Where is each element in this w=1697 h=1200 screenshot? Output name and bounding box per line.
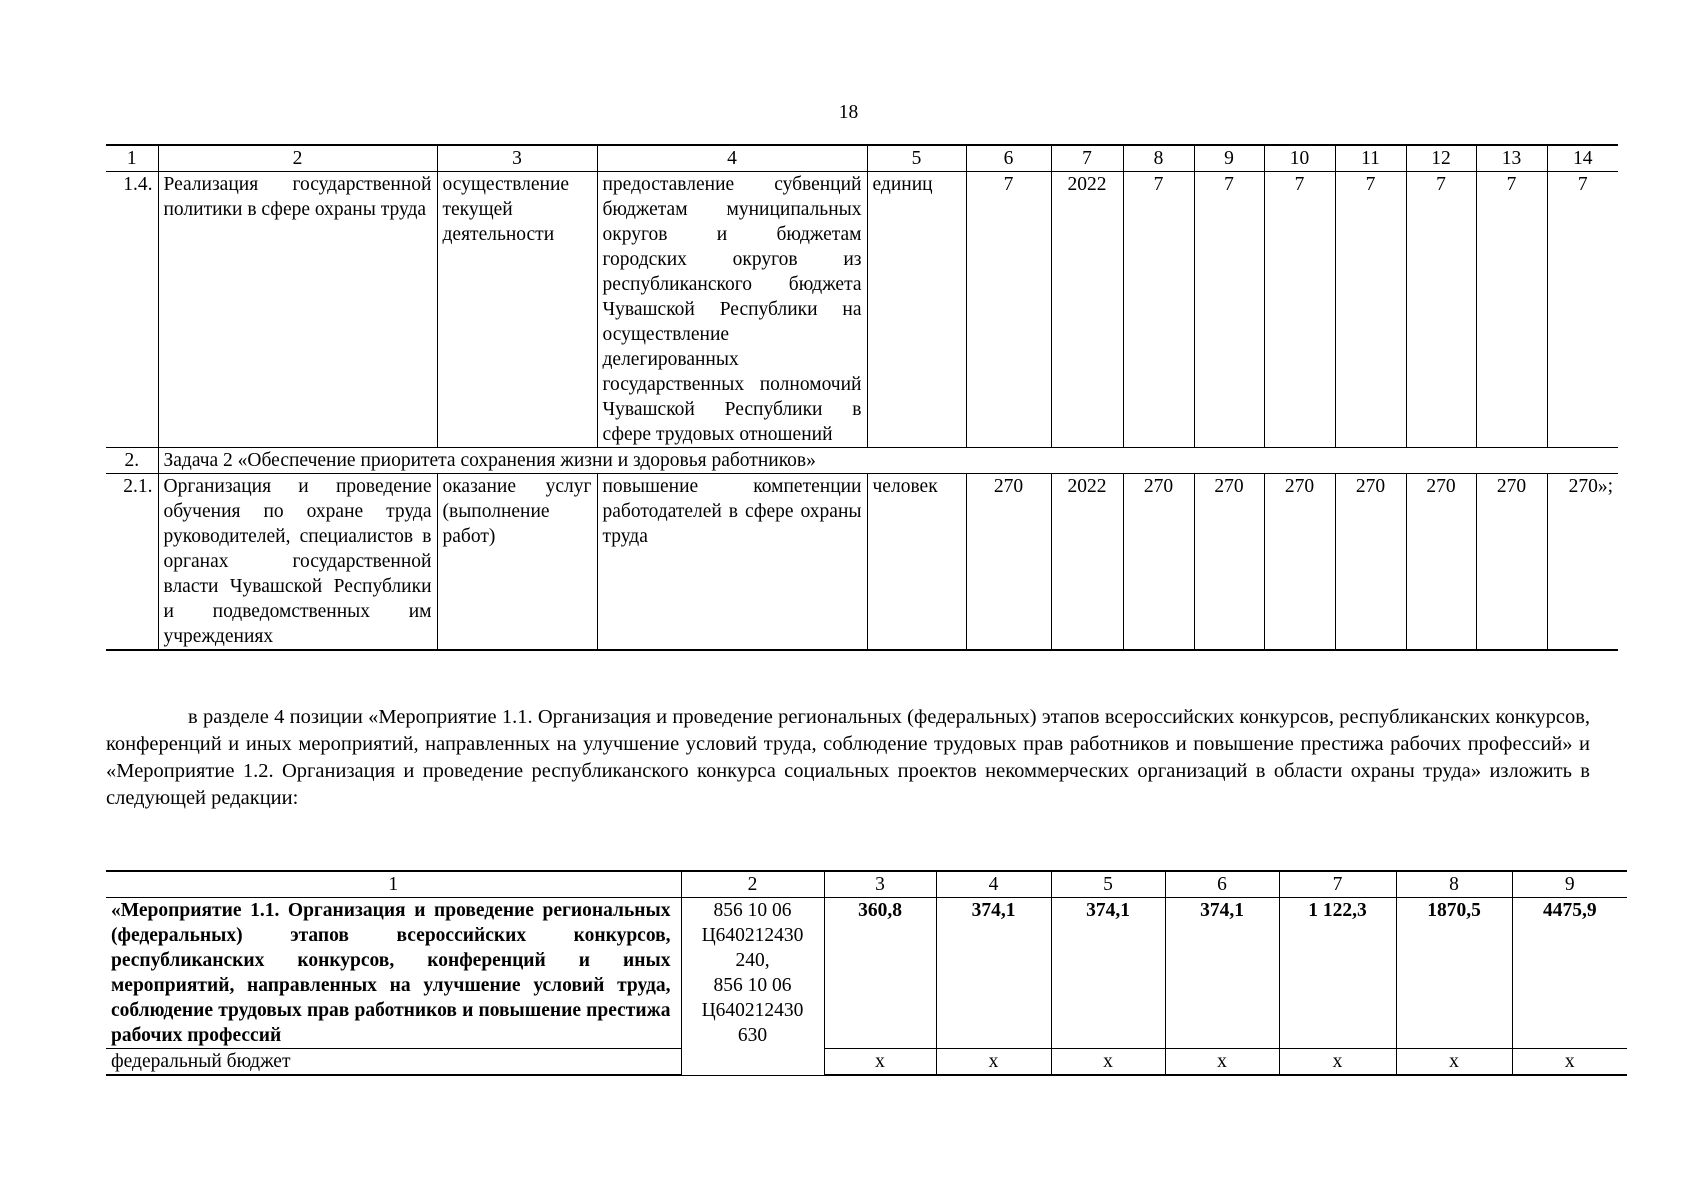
header-cell: 1: [106, 145, 158, 172]
cell: оказание услуг (выполнение работ): [437, 474, 597, 651]
header-cell: 13: [1476, 145, 1547, 172]
header-cell: 4: [597, 145, 867, 172]
row-number: 1.4.: [106, 172, 158, 448]
header-cell: 8: [1396, 871, 1512, 898]
row-number: 2.1.: [106, 474, 158, 651]
table-row: [106, 898, 1627, 1049]
header-cell: 10: [1264, 145, 1335, 172]
cell: Реализация государственной политики в сфере охраны труда: [158, 172, 437, 448]
header-cell: 6: [966, 145, 1051, 172]
cell: 7: [966, 172, 1051, 448]
header-cell: 9: [1194, 145, 1264, 172]
table-row: [106, 1049, 1627, 1076]
cell: 7: [1194, 172, 1264, 448]
code-line: Ц640212430: [701, 1000, 804, 1021]
value-cell: x: [1512, 1049, 1627, 1076]
header-row: [106, 145, 1618, 172]
value-cell: 374,1: [1165, 898, 1279, 1049]
header-cell: 7: [1279, 871, 1396, 898]
header-cell: 6: [1165, 871, 1279, 898]
value-cell: x: [1279, 1049, 1396, 1076]
value-cell: 1 122,3: [1279, 898, 1396, 1049]
cell: 7: [1547, 172, 1618, 448]
value-cell: x: [1165, 1049, 1279, 1076]
task-title: Задача 2 «Обеспечение приоритета сохранения жизни и здоровья работников»: [158, 448, 1618, 474]
value-cell: x: [1396, 1049, 1512, 1076]
code-line: Ц640212430: [701, 925, 804, 946]
cell: 270»;: [1547, 474, 1618, 651]
header-cell: 2: [681, 871, 824, 898]
cell: 7: [1335, 172, 1406, 448]
cell: 7: [1123, 172, 1194, 448]
header-cell: 11: [1335, 145, 1406, 172]
value-cell: 360,8: [824, 898, 936, 1049]
cell: 7: [1264, 172, 1335, 448]
value-cell: 374,1: [1051, 898, 1165, 1049]
code-line: 856 10 06: [713, 975, 792, 996]
cell: 270: [1194, 474, 1264, 651]
header-cell: 14: [1547, 145, 1618, 172]
header-cell: 5: [1051, 871, 1165, 898]
cell: 270: [1335, 474, 1406, 651]
code-line: 240,: [735, 950, 770, 971]
cell: человек: [867, 474, 966, 651]
value-cell: x: [936, 1049, 1051, 1076]
header-cell: 1: [106, 871, 681, 898]
cell: 2022: [1051, 474, 1123, 651]
source-name: федеральный бюджет: [106, 1049, 681, 1076]
header-cell: 12: [1406, 145, 1476, 172]
event-name: «Мероприятие 1.1. Организация и проведение региональных (федеральных) этапов всероссийских конкурсов, республиканских конкурсов, конференций и иных мероприятий, направленных на улучшение условий труда, соблюдение трудовых прав работников и повышение престижа рабочих профессий: [106, 898, 681, 1049]
code-line: 856 10 06: [713, 900, 792, 921]
code-line: 630: [737, 1025, 768, 1046]
body-paragraph: в разделе 4 позиции «Мероприятие 1.1. Организация и проведение региональных (федеральных) этапов всероссийских конкурсов, республиканских конкурсов, конференций и иных мероприятий, направленных на улучшение условий труда, соблюдение трудовых прав работников и повышение престижа рабочих профессий» и «Мероприятие 1.2. Организация и проведение республиканского конкурса социальных проектов некоммерческих организаций в области охраны труда» изложить в следующей редакции:: [106, 706, 1590, 809]
funding-table: [106, 870, 1627, 1076]
value-cell: x: [1051, 1049, 1165, 1076]
table-row: [106, 172, 1618, 448]
budget-code: [681, 898, 824, 1076]
header-cell: 2: [158, 145, 437, 172]
cell: 270: [1476, 474, 1547, 651]
cell: 270: [1123, 474, 1194, 651]
value-cell: 1870,5: [1396, 898, 1512, 1049]
cell: 7: [1406, 172, 1476, 448]
header-cell: 7: [1051, 145, 1123, 172]
cell: 270: [1406, 474, 1476, 651]
cell: 270: [966, 474, 1051, 651]
task-row: [106, 448, 1618, 474]
indicators-table: [106, 144, 1618, 651]
cell: повышение компетенции работодателей в сфере охраны труда: [597, 474, 867, 651]
cell: Организация и проведение обучения по охране труда руководителей, специалистов в органах государственной власти Чувашской Республики и подведомственных им учреждениях: [158, 474, 437, 651]
header-cell: 9: [1512, 871, 1627, 898]
header-cell: 3: [437, 145, 597, 172]
cell: осуществление текущей деятельности: [437, 172, 597, 448]
row-number: 2.: [106, 448, 158, 474]
cell: единиц: [867, 172, 966, 448]
header-cell: 8: [1123, 145, 1194, 172]
cell: 7: [1476, 172, 1547, 448]
cell: 270: [1264, 474, 1335, 651]
page-number: 18: [838, 102, 859, 123]
header-cell: 5: [867, 145, 966, 172]
cell: 2022: [1051, 172, 1123, 448]
value-cell: 374,1: [936, 898, 1051, 1049]
value-cell: 4475,9: [1512, 898, 1627, 1049]
header-row: [106, 871, 1627, 898]
cell: предоставление субвенций бюджетам муниципальных округов и бюджетам городских округов из республиканского бюджета Чувашской Республики на осуществление делегированных государственных полномочий Чувашской Республики в сфере трудовых отношений: [597, 172, 867, 448]
value-cell: x: [824, 1049, 936, 1076]
header-cell: 4: [936, 871, 1051, 898]
table-row: [106, 474, 1618, 651]
header-cell: 3: [824, 871, 936, 898]
